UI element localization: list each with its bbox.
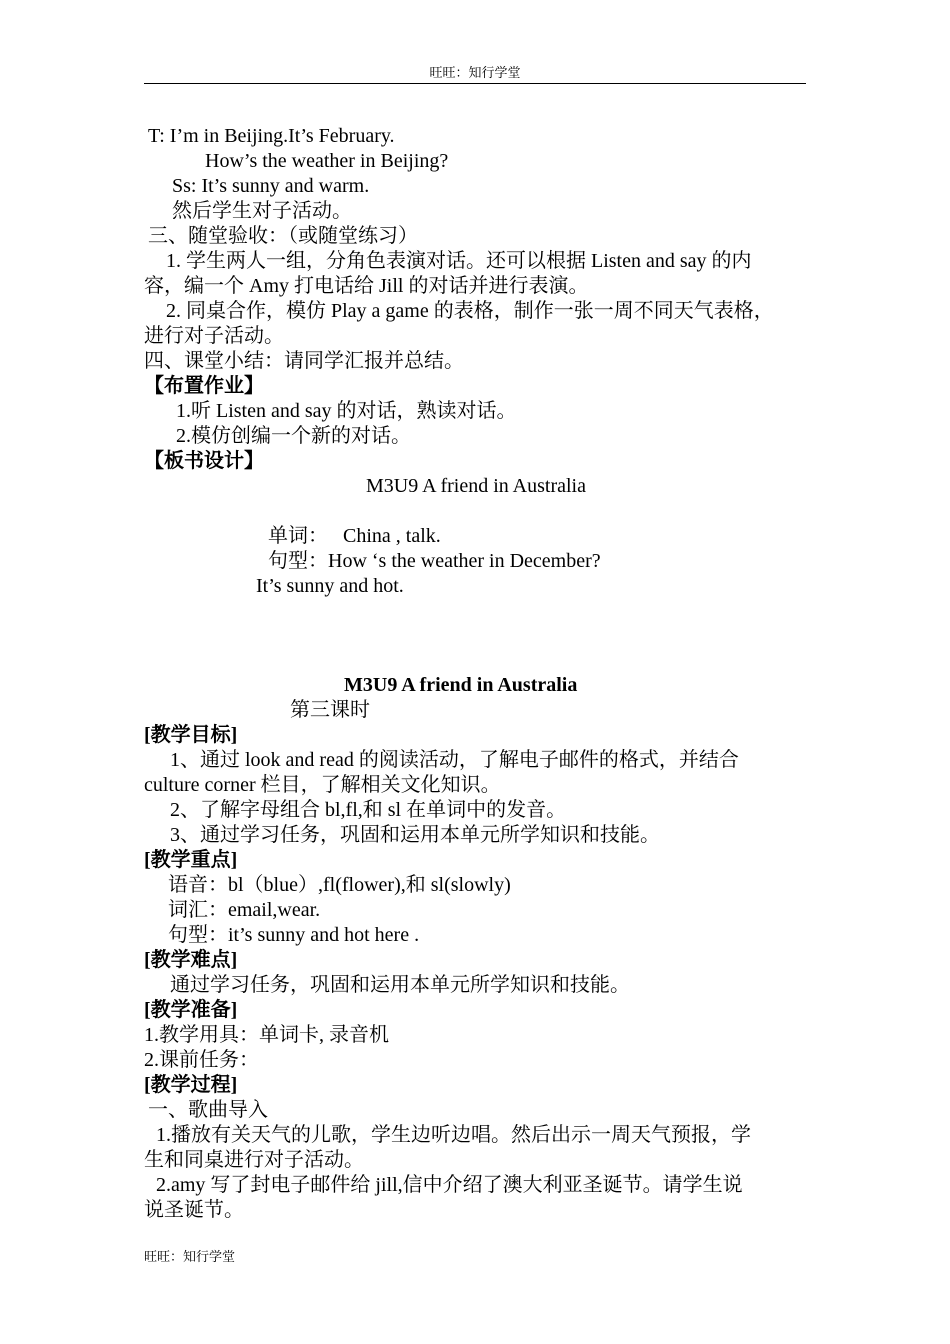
section-four-heading: 四、课堂小结：请同学汇报并总结。: [144, 350, 464, 372]
goals-heading: [教学目标]: [144, 724, 238, 746]
students-answer: Ss: It’s sunny and warm.: [172, 175, 370, 197]
process-step-1-1-line2: 生和同桌进行对子活动。: [144, 1149, 364, 1171]
page-footer: 旺旺：知行学堂: [144, 1249, 236, 1264]
preparation-heading: [教学准备]: [144, 999, 238, 1021]
exercise-one-line2: 容，编一个 Amy 打电话给 Jill 的对话并进行表演。: [144, 275, 589, 297]
teacher-line: T: I’m in Beijing.It’s February.: [148, 125, 395, 147]
key-vocabulary: 词汇：email,wear.: [168, 899, 321, 921]
key-points-heading: [教学重点]: [144, 849, 238, 871]
board-title: M3U9 A friend in Australia: [366, 475, 586, 497]
goal-2: 2、了解字母组合 bl,fl,和 sl 在单词中的发音。: [170, 799, 567, 821]
homework-item-1: 1.听 Listen and say 的对话，熟读对话。: [176, 400, 517, 422]
process-step-1-1-line1: 1.播放有关天气的儿歌，学生边听边唱。然后出示一周天气预报，学: [156, 1124, 751, 1146]
process-heading: [教学过程]: [144, 1074, 238, 1096]
goal-1-line1: 1、通过 look and read 的阅读活动，了解电子邮件的格式，并结合: [170, 749, 739, 771]
lesson-title: M3U9 A friend in Australia: [344, 674, 578, 696]
exercise-two-line1: 2. 同桌合作，模仿 Play a game 的表格，制作一张一周不同天气表格，: [166, 300, 774, 322]
preparation-item-2: 2.课前任务：: [144, 1049, 259, 1071]
section-three-heading: 三、随堂验收：（或随堂练习）: [148, 225, 418, 247]
board-words: 单词： China , talk.: [268, 525, 441, 547]
lesson-subtitle: 第三课时: [290, 699, 370, 721]
exercise-two-line2: 进行对子活动。: [144, 325, 284, 347]
difficult-points-heading: [教学难点]: [144, 949, 238, 971]
process-step-1-2-line1: 2.amy 写了封电子邮件给 jill,信中介绍了澳大利亚圣诞节。请学生说: [156, 1174, 743, 1196]
goal-3: 3、通过学习任务，巩固和运用本单元所学知识和技能。: [170, 824, 660, 846]
homework-item-2: 2.模仿创编一个新的对话。: [176, 425, 411, 447]
preparation-item-1: 1.教学用具：单词卡, 录音机: [144, 1024, 389, 1046]
teacher-question: How’s the weather in Beijing?: [205, 150, 449, 172]
page-header: 旺旺：知行学堂: [429, 65, 521, 80]
exercise-one-line1: 1. 学生两人一组，分角色表演对话。还可以根据 Listen and say 的内: [166, 250, 752, 272]
pair-activity-note: 然后学生对子活动。: [172, 200, 352, 222]
board-sentence-pattern: 句型：How ‘s the weather in December?: [268, 550, 601, 572]
board-design-heading: 【板书设计】: [144, 450, 264, 472]
process-step-1-2-line2: 说圣诞节。: [144, 1199, 244, 1221]
key-sentence-pattern: 句型：it’s sunny and hot here .: [168, 924, 420, 946]
key-phonics: 语音：bl（blue）,fl(flower),和 sl(slowly): [168, 874, 511, 896]
goal-1-line2: culture corner 栏目，了解相关文化知识。: [144, 774, 501, 796]
header-rule: [144, 83, 806, 84]
homework-heading: 【布置作业】: [144, 375, 264, 397]
difficult-points-text: 通过学习任务，巩固和运用本单元所学知识和技能。: [170, 974, 630, 996]
board-answer: It’s sunny and hot.: [256, 575, 404, 597]
process-step-1: 一、歌曲导入: [148, 1099, 268, 1121]
